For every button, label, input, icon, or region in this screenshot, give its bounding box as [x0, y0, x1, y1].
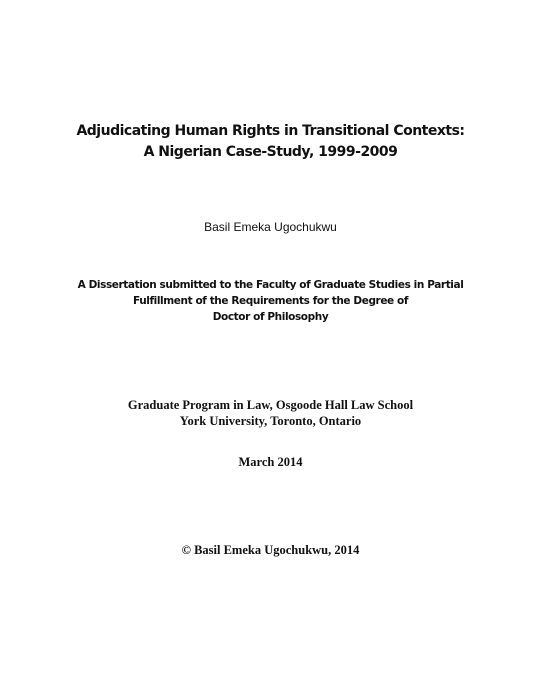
author-name: Basil Emeka Ugochukwu [204, 220, 337, 234]
thesis-title-line-1: Adjudicating Human Rights in Transitional Contexts: [76, 123, 465, 139]
university-location: York University, Toronto, Ontario [179, 414, 362, 428]
copyright-notice: © Basil Emeka Ugochukwu, 2014 [181, 543, 360, 557]
submission-statement-line-1: A Dissertation submitted to the Faculty of Graduate Studies in Partial [77, 279, 464, 291]
thesis-title-line-2: A Nigerian Case-Study, 1999-2009 [143, 144, 398, 160]
submission-statement-line-2: Fulfillment of the Requirements for the Degree of [132, 295, 409, 307]
graduate-program: Graduate Program in Law, Osgoode Hall Law School [127, 398, 414, 412]
submission-date: March 2014 [238, 455, 303, 469]
degree-name: Doctor of Philosophy [212, 311, 329, 323]
